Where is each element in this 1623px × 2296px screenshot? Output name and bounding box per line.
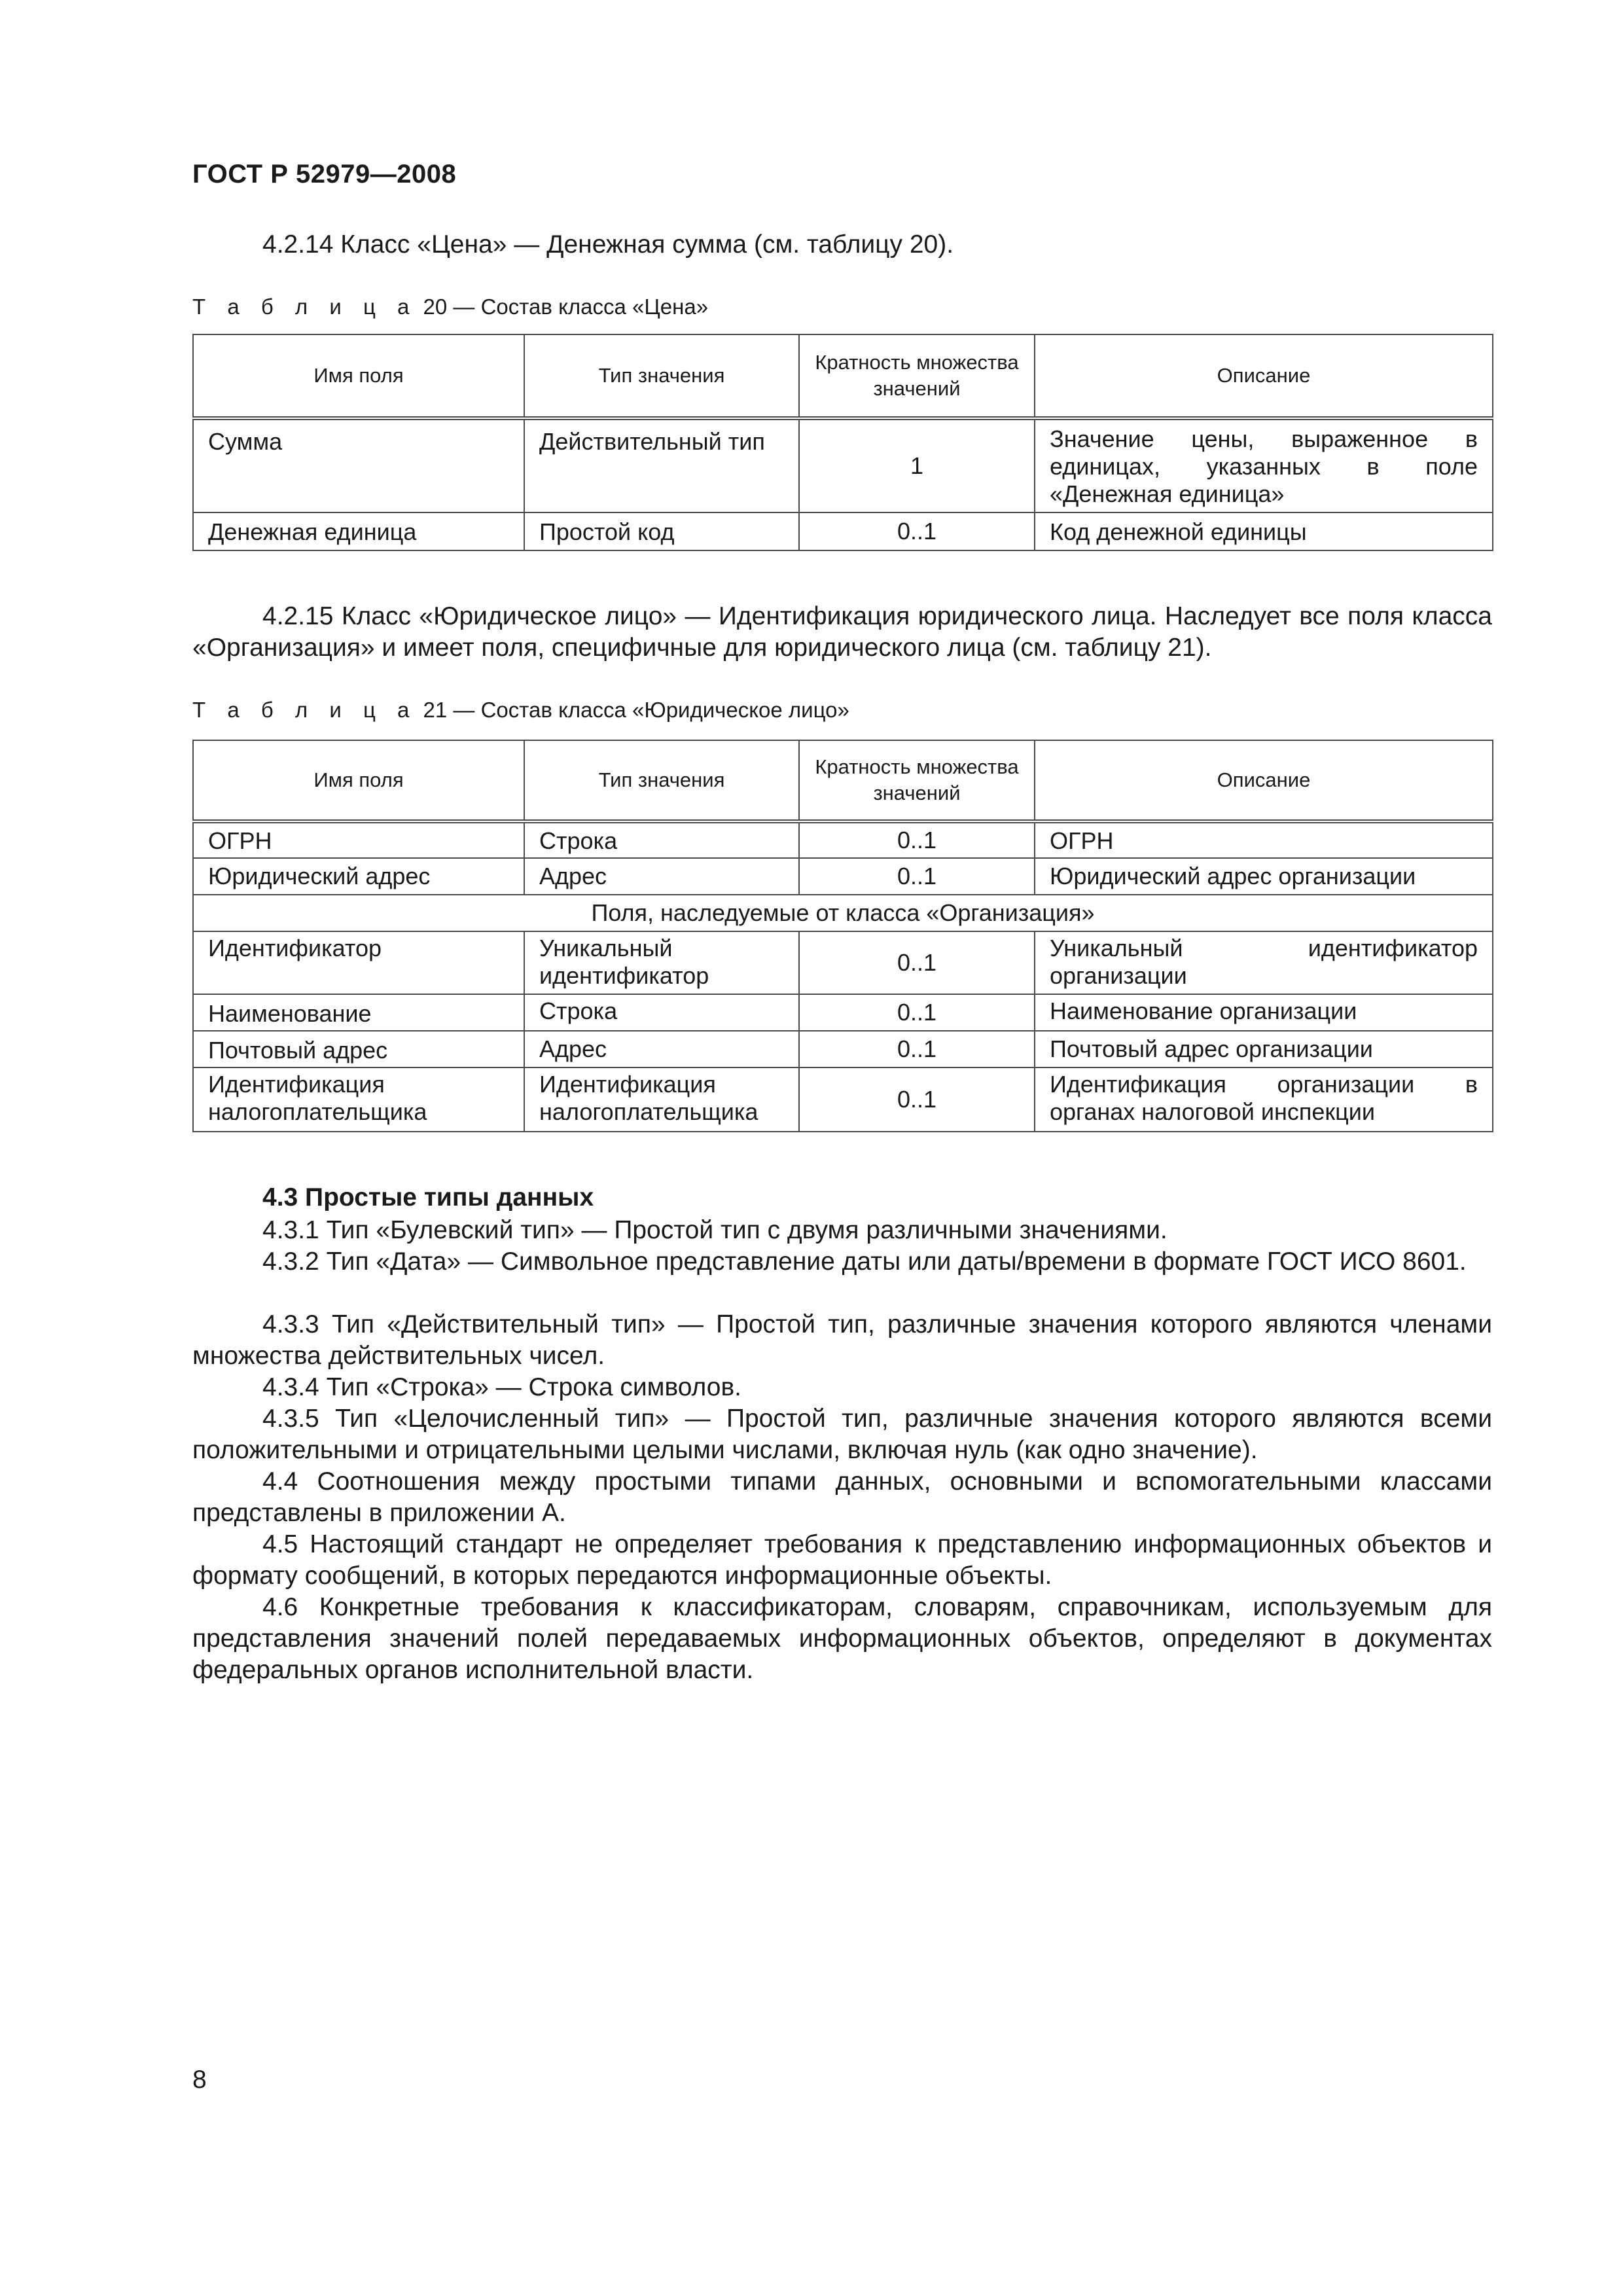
paragraph-4-4: 4.4 Соотношения между простыми типами данных, основными и вспомогательными классами представлены в приложении А. [192,1467,1492,1527]
table-21 [192,740,1493,1132]
table-cell: Почтовый адрес организации [1035,1031,1493,1067]
table-cell: Юридический адрес организации [1035,858,1493,895]
document-header: ГОСТ Р 52979—2008 [192,160,457,188]
paragraph-4-2-14: 4.2.14 Класс «Цена» — Денежная сумма (см. таблицу 20). [262,230,954,259]
table-row [193,512,1493,550]
table21-header-cell: Тип значения [524,740,799,821]
table21-caption-rest: 21 — Состав класса «Юридическое лицо» [417,698,849,722]
table-cell: 1 [799,418,1035,512]
table-cell: Почтовый адрес [193,1031,524,1067]
table-row [193,1067,1493,1132]
table21-caption [192,698,849,723]
table20-header-row [193,334,1493,418]
table-row [193,821,1493,858]
table-cell: Действительный тип [524,418,799,512]
table-cell: Идентификация налогоплательщика [524,1067,799,1132]
table-cell: Наименование [193,994,524,1031]
table-cell: Адрес [524,1031,799,1067]
table-row [193,858,1493,895]
paragraph-4-3-4: 4.3.4 Тип «Строка» — Строка символов. [262,1373,741,1401]
table-cell: Уникальный идентификатор организации [1035,931,1493,994]
table-cell: Идентификация налогоплательщика [193,1067,524,1132]
table21-header-cell: Имя поля [193,740,524,821]
paragraph-4-3-1: 4.3.1 Тип «Булевский тип» — Простой тип с двумя различными значениями. [262,1216,1168,1244]
inherited-fields-label: Поля, наследуемые от класса «Организация» [193,895,1493,931]
table-cell: ОГРН [1035,821,1493,858]
table20-header-cell: Описание [1035,334,1493,418]
table-row-inherited [193,895,1493,931]
table-cell: Денежная единица [193,512,524,550]
table-cell: Идентификация организации в органах налоговой инспекции [1035,1067,1493,1132]
page-number: 8 [192,2066,207,2094]
table21-caption-prefix: Т а б л и ц а [192,698,418,722]
table21-header-cell: Кратность множества значений [799,740,1035,821]
table-cell: 0..1 [799,821,1035,858]
table-cell: Юридический адрес [193,858,524,895]
table20-caption [192,295,708,319]
table21-header-row [193,740,1493,821]
table20-header-cell: Тип значения [524,334,799,418]
section-heading-4-3: 4.3 Простые типы данных [262,1183,594,1211]
table-cell: Простой код [524,512,799,550]
table-cell: 0..1 [799,994,1035,1031]
table-cell: Код денежной единицы [1035,512,1493,550]
table-cell: 0..1 [799,512,1035,550]
table-cell: 0..1 [799,931,1035,994]
paragraph-4-3-5: 4.3.5 Тип «Целочисленный тип» — Простой тип, различные значения которого являются всеми положительными и отрицательными целыми числами, включая нуль (как одно значение). [192,1405,1492,1464]
table21-header-cell: Описание [1035,740,1493,821]
paragraph-4-5: 4.5 Настоящий стандарт не определяет требования к представлению информационных объектов и формату сообщений, в которых передаются информационные объекты. [192,1530,1492,1590]
table-row [193,931,1493,994]
table-cell: Идентификатор [193,931,524,994]
table-row [193,994,1493,1031]
table-cell: Уникальный идентификатор [524,931,799,994]
paragraph-4-6: 4.6 Конкретные требования к классификаторам, словарям, справочникам, используемым для представления значений полей передаваемых информационных объектов, определяют в документах федеральных органов исполнительной власти. [192,1593,1492,1684]
table20-caption-rest: 20 — Состав класса «Цена» [417,295,709,319]
paragraph-4-2-15: 4.2.15 Класс «Юридическое лицо» — Идентификация юридического лица. Наследует все поля класса «Организация» и имеет поля, специфичные для юридического лица (см. таблицу 21). [192,602,1492,662]
table20-header-cell: Кратность множества значений [799,334,1035,418]
table-cell: Значение цены, выраженное в единицах, указанных в поле «Денежная единица» [1035,418,1493,512]
table-cell: 0..1 [799,1067,1035,1132]
table-cell: Строка [524,821,799,858]
table20-header-cell: Имя поля [193,334,524,418]
table20-caption-prefix: Т а б л и ц а [192,295,418,319]
table-cell: 0..1 [799,858,1035,895]
table-row [193,1031,1493,1067]
table-cell: 0..1 [799,1031,1035,1067]
table-row [193,418,1493,512]
paragraph-4-3-2: 4.3.2 Тип «Дата» — Символьное представление даты или даты/времени в формате ГОСТ ИСО 8601. [262,1247,1467,1276]
table-20 [192,334,1493,551]
table-cell: Адрес [524,858,799,895]
table-cell: Наименование организации [1035,994,1493,1031]
paragraph-4-3-3: 4.3.3 Тип «Действительный тип» — Простой тип, различные значения которого являются членами множества действительных чисел. [192,1310,1492,1370]
table-cell: ОГРН [193,821,524,858]
table-cell: Строка [524,994,799,1031]
table-cell: Сумма [193,418,524,512]
